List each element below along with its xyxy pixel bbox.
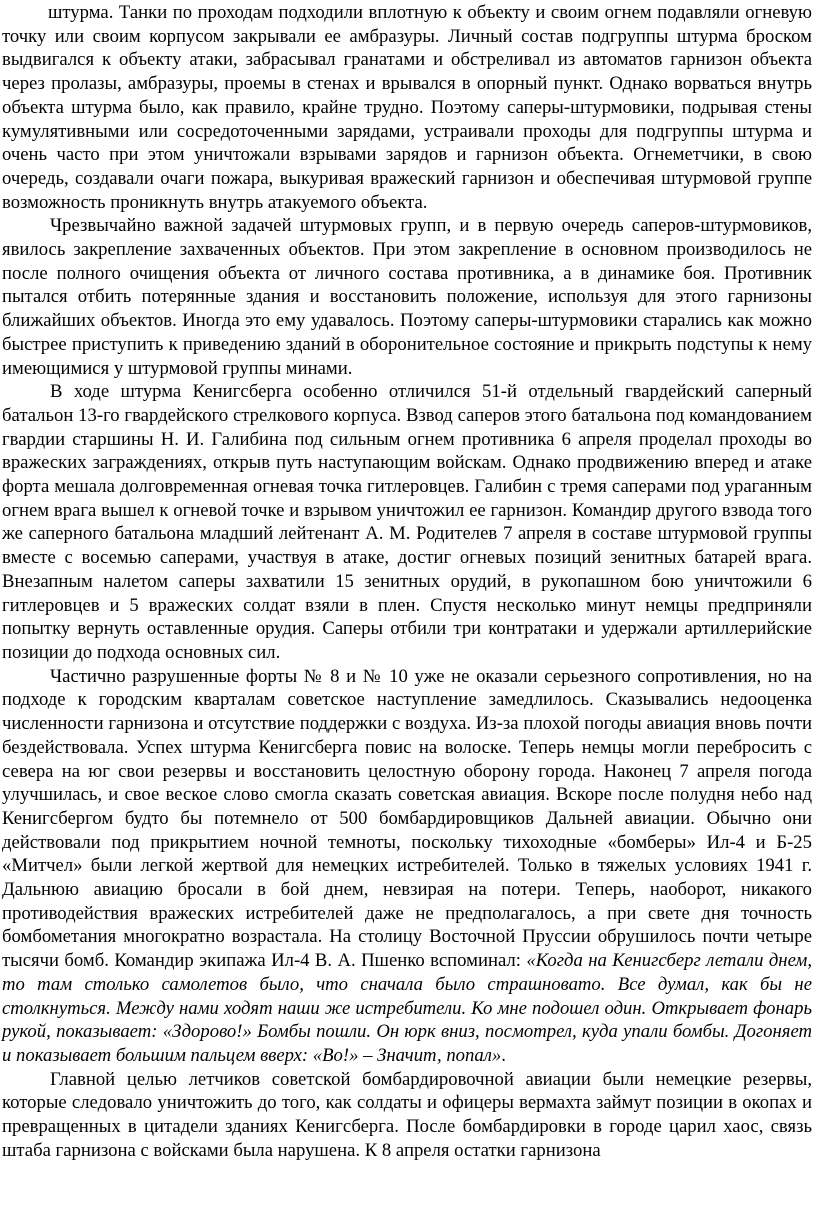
paragraph (0, 1, 816, 214)
paragraph (0, 380, 816, 664)
paragraph-text: штурма. Танки по проходам подходили вплотную к объекту и своим огнем подавляли огневую точку или своим корпусом закрывали ее амбразуры. Личный состав подгруппы штурма броском выдвигался к объекту атаки, забрасывал гранатами и обстреливал из автоматов гарнизон объекта через пролазы, амбразуры, проемы в стенах и врывался в опорный пункт. Однако ворваться внутрь объекта штурма было, как правило, крайне трудно. Поэтому саперы-штурмовики, подрывая стены кумулятивными или сосредоточенными зарядами, устраивали проходы для подгруппы штурма и очень часто при этом уничтожали взрывами зарядов и гарнизон объекта. Огнеметчики, в свою очередь, создавали очаги пожара, выкуривая вражеский гарнизон и обеспечивая штурмовой группе возможность проникнуть внутрь атакуемого объекта. (2, 2, 812, 213)
paragraph-tail: . (501, 1044, 506, 1066)
paragraph (0, 1068, 816, 1163)
paragraph (0, 665, 816, 1068)
paragraph-text: Главной целью летчиков советской бомбардировочной авиации были немецкие резервы, которые следовало уничтожить до того, как солдаты и офицеры вермахта займут позиции в окопах и превращенных в цитадели зданиях Кенигсберга. После бомбардировки в городе царил хаос, связь штаба гарнизона с войсками была нарушена. К 8 апреля остатки гарнизона (2, 1068, 812, 1161)
paragraph-text: В ходе штурма Кенигсберга особенно отличился 51-й отдельный гвардейский саперный батальон 13-го гвардейского стрелкового корпуса. Взвод саперов этого батальона под командованием гвардии старшины Н. И. Галибина под сильным огнем противника 6 апреля проделал проходы во вражеских заграждениях, открыв путь наступающим войскам. Однако продвижению вперед и атаке форта мешала долговременная огневая точка гитлеровцев. Галибин с тремя саперами под ураганным огнем врага вышел к огневой точке и взрывом уничтожил ее гарнизон. Командир другого взвода того же саперного батальона младший лейтенант А. М. Родителев 7 апреля в составе штурмовой группы вместе с восемью саперами, участвуя в атаке, достиг огневых позиций зенитных батарей врага. Внезапным налетом саперы захватили 15 зенитных орудий, в рукопашном бою уничтожили 6 гитлеровцев и 5 вражеских солдат взяли в плен. Спустя несколько минут немцы предприняли попытку вернуть оставленные орудия. Саперы отбили три контратаки и удержали артиллерийские позиции до подхода основных сил. (2, 381, 812, 663)
paragraph (0, 214, 816, 380)
paragraph-text: Чрезвычайно важной задачей штурмовых групп, и в первую очередь саперов-штурмовиков, явилось закрепление захваченных объектов. При этом закрепление в основном производилось не после полного очищения объекта от личного состава противника, а в динамике боя. Противник пытался отбить потерянные здания и восстановить положение, используя для этого гарнизоны ближайших объектов. Иногда это ему удавалось. Поэтому саперы-штурмовики старались как можно быстрее приступить к приведению зданий в оборонительное состояние и прикрыть подступы к нему имеющимися у штурмовой группы минами. (2, 215, 812, 379)
memoir-quote: «Когда на Кенигсберг летали днем, то там столько самолетов было, что сначала было страшновато. Все думал, как бы не столкнуться. Между нами ходят наши же истребители. Ко мне подошел один. Открывает фонарь рукой, показывает: «Здорово!» Бомбы пошли. Он юрк вниз, посмотрел, куда упали бомбы. Догоняет и показывает большим пальцем вверх: «Во!» – Значит, попал» (2, 950, 812, 1066)
paragraph-text: Частично разрушенные форты № 8 и № 10 уже не оказали серьезного сопротивления, но на подходе к городским кварталам советское наступление замедлилось. Сказывались недооценка численности гарнизона и отсутствие поддержки с воздуха. Из-за плохой погоды авиация вновь почти бездействовала. Успех штурма Кенигсберга повис на волоске. Теперь немцы могли перебросить с севера на юг свои резервы и восстановить целостную оборону города. Наконец 7 апреля погода улучшилась, и свое веское слово смогла сказать советская авиация. Вскоре после полудня небо над Кенигсбергом будто бы потемнело от 500 бомбардировщиков Дальней авиации. Обычно они действовали под прикрытием ночной темноты, поскольку тихоходные «бомберы» Ил-4 и Б-25 «Митчел» были легкой жертвой для немецких истребителей. Только в тяжелых условиях 1941 г. Дальнюю авиацию бросали в бой днем, невзирая на потери. Теперь, наоборот, никакого противодействия вражеских истребителей даже не предполагалось, а при свете дня точность бомбометания многократно возрастала. На столицу Восточной Пруссии обрушилось почти четыре тысячи бомб. Командир экипажа Ил-4 В. А. Пшенко вспоминал: (2, 665, 812, 972)
